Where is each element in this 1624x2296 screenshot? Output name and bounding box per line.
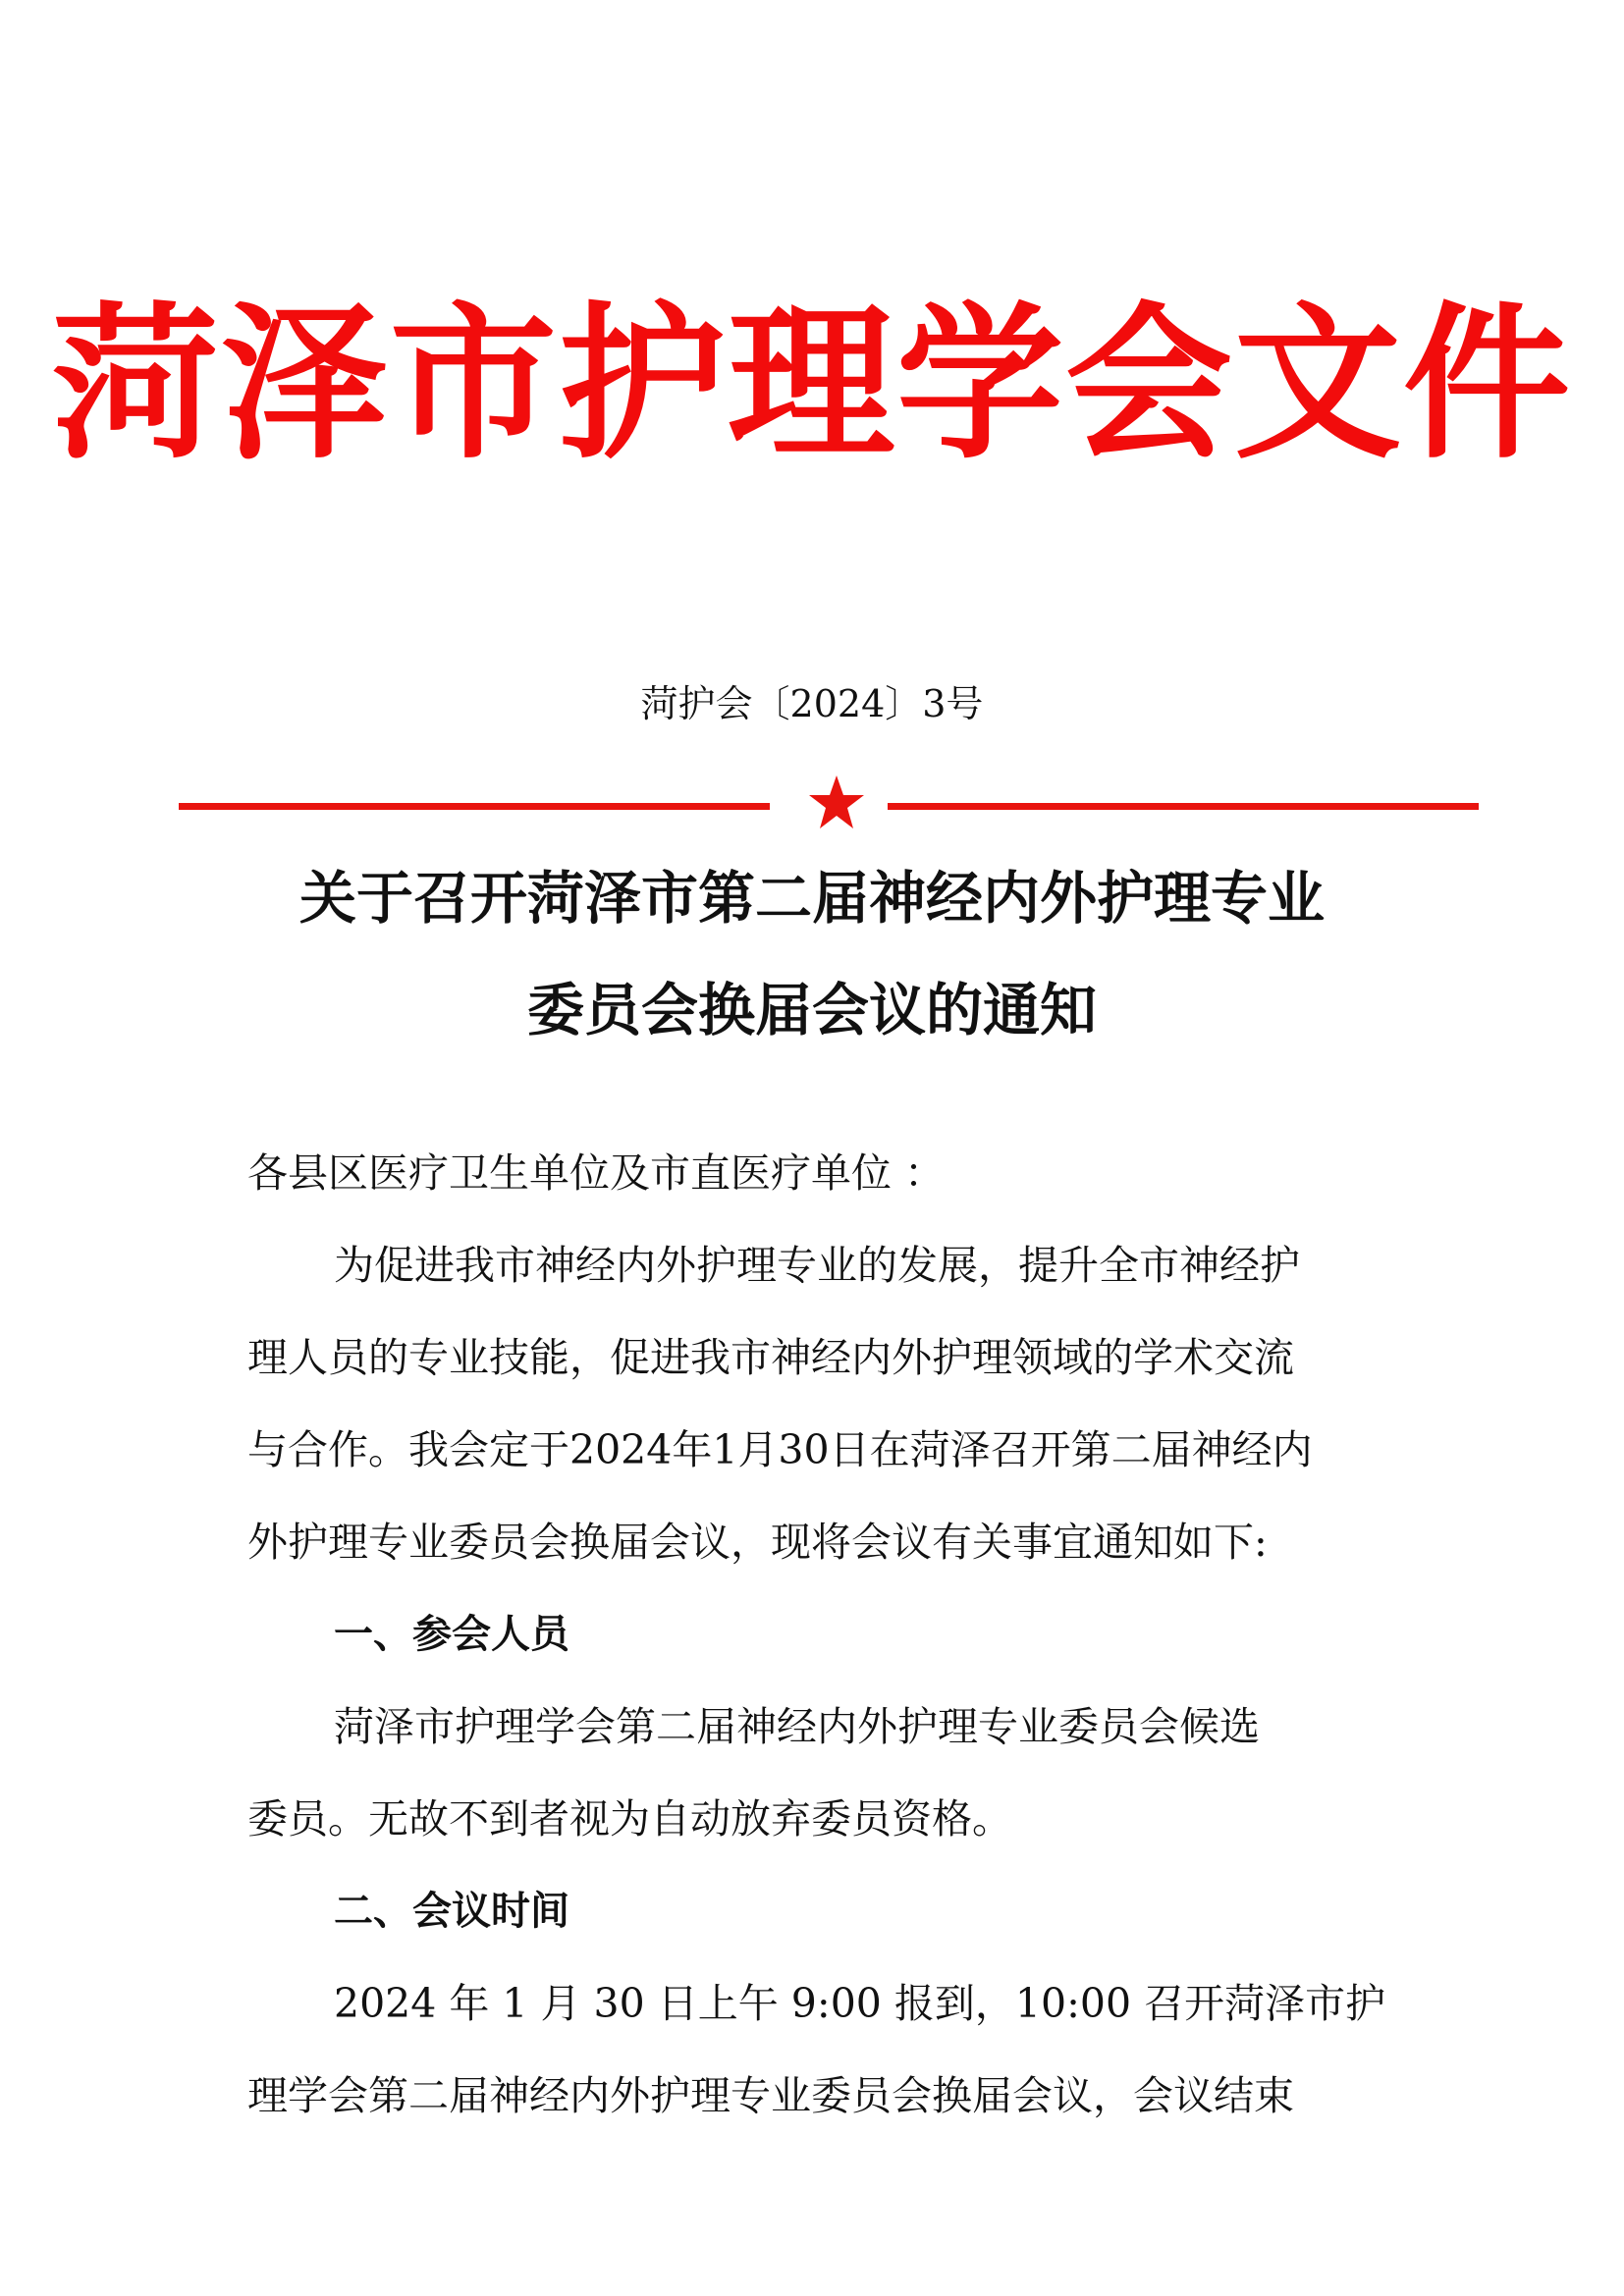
document-number: 菏护会〔2024〕3号 — [640, 682, 984, 725]
notice-title-line-1: 关于召开菏泽市第二届神经内外护理专业 — [298, 865, 1325, 932]
notice-title-line-2: 委员会换届会议的通知 — [526, 977, 1097, 1043]
intro-paragraph-line: 与合作。我会定于2024年1月30日在菏泽召开第二届神经内 — [247, 1426, 1313, 1473]
section-time-line: 2024 年 1 月 30 日上午 9:00 报到，10:00 召开菏泽市护 — [334, 1980, 1386, 2027]
section-attendees-line: 委员。无故不到者视为自动放弃委员资格。 — [247, 1795, 1012, 1842]
section-heading-attendees: 一、参会人员 — [334, 1612, 569, 1657]
masthead-title: 菏泽市护理学会文件 — [51, 288, 1572, 482]
intro-paragraph-line: 外护理专业委员会换届会议，现将会议有关事宜通知如下: — [247, 1519, 1268, 1566]
section-attendees-line: 菏泽市护理学会第二届神经内外护理专业委员会候选 — [334, 1703, 1260, 1750]
section-time-line: 理学会第二届神经内外护理专业委员会换届会议，会议结束 — [247, 2072, 1294, 2119]
divider-right-rule — [888, 803, 1479, 810]
divider-left-rule — [179, 803, 770, 810]
intro-paragraph-line: 为促进我市神经内外护理专业的发展，提升全市神经护 — [334, 1242, 1300, 1289]
section-heading-time: 二、会议时间 — [334, 1889, 569, 1934]
intro-paragraph-line: 理人员的专业技能，促进我市神经内外护理领域的学术交流 — [247, 1334, 1294, 1381]
star-icon — [807, 774, 866, 832]
salutation: 各县区医疗卫生单位及市直医疗单位 ： — [247, 1149, 946, 1197]
